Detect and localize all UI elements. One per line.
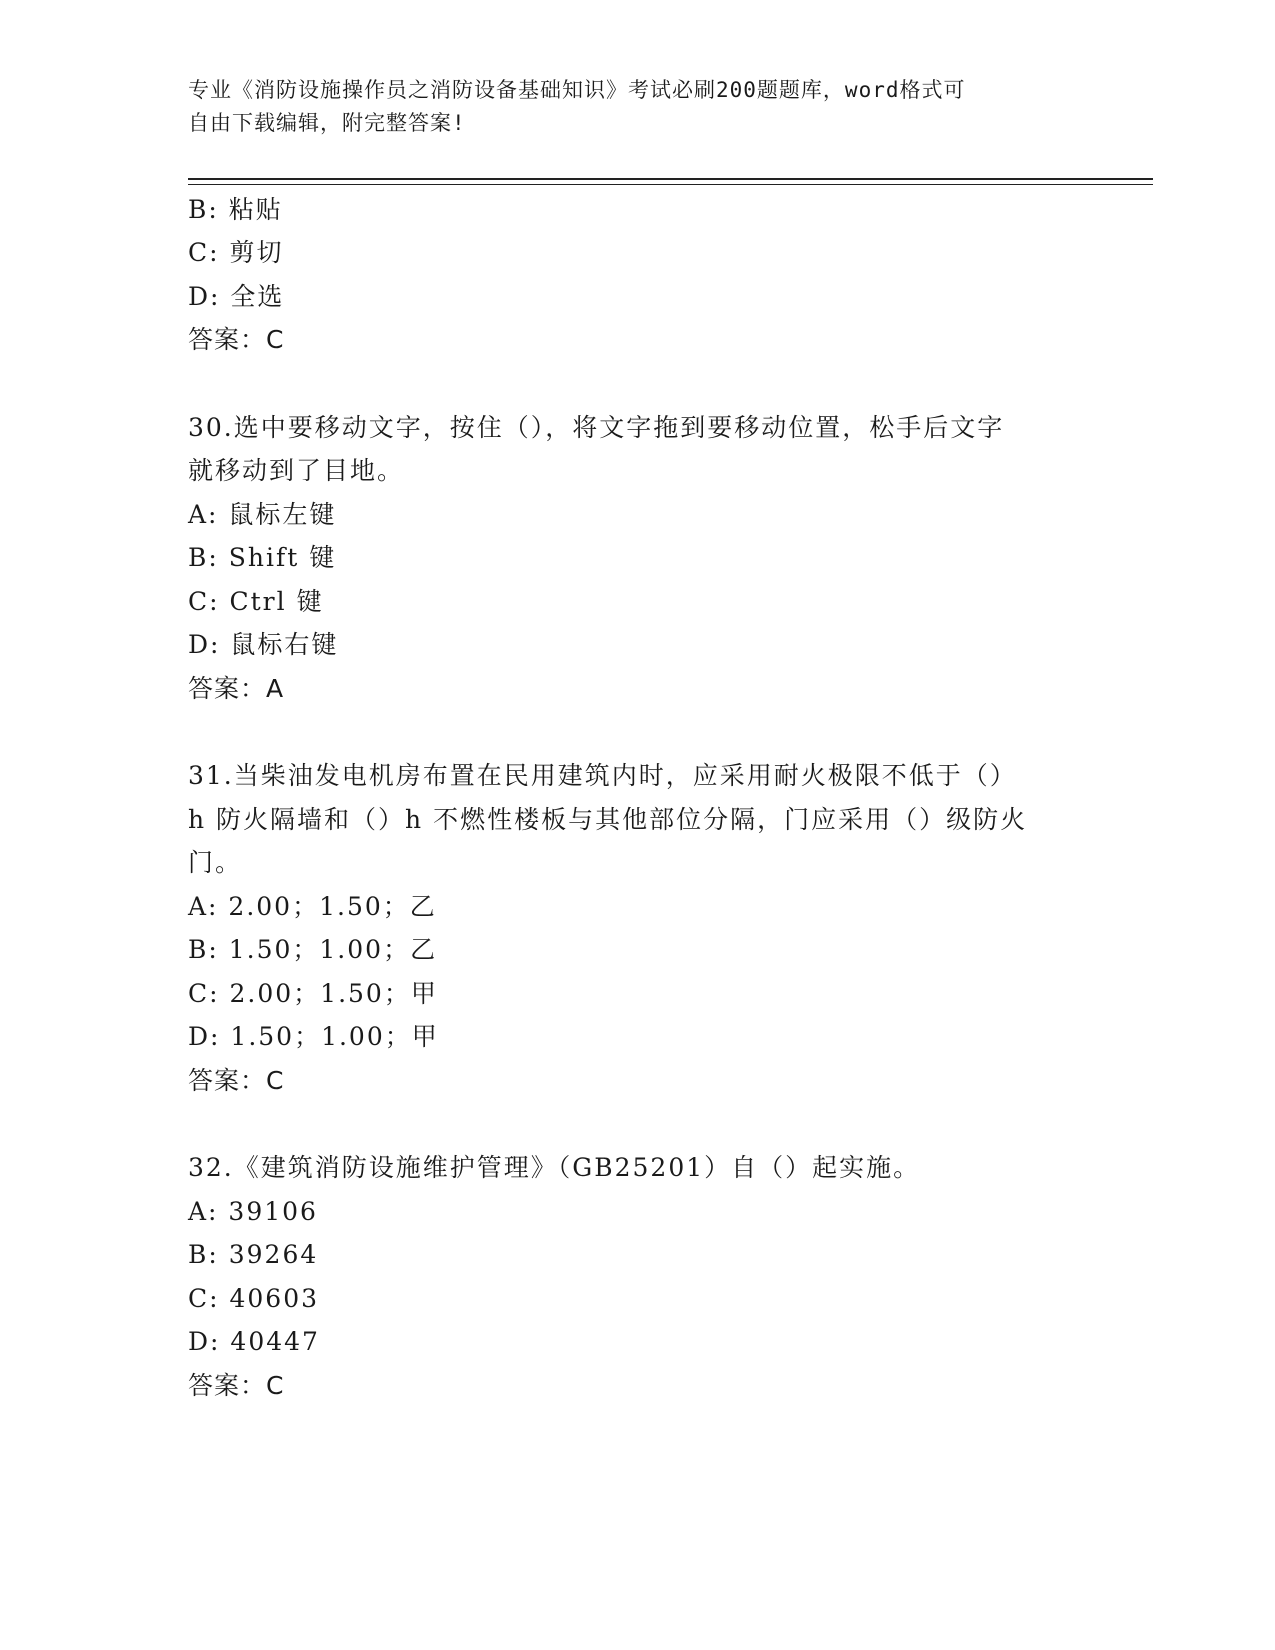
- option-b: B: Shift 键: [188, 543, 337, 572]
- question-stem-31-cont: h 防火隔墙和（）h 不燃性楼板与其他部位分隔，门应采用（）级防火: [188, 805, 1028, 834]
- option-d: D: 全选: [188, 282, 285, 311]
- answer-line: 答案：C: [188, 1066, 285, 1095]
- header-line-1: 专业《消防设施操作员之消防设备基础知识》考试必刷200题题库，word格式可: [188, 78, 966, 102]
- option-b: B: 1.50；1.00；乙: [188, 935, 438, 964]
- header-divider-thin: [188, 184, 1153, 185]
- document-header: [188, 74, 1088, 140]
- option-c: C: Ctrl 键: [188, 587, 324, 616]
- answer-line: 答案：A: [188, 674, 285, 703]
- option-b: B: 粘贴: [188, 195, 283, 224]
- option-b: B: 39264: [188, 1240, 319, 1269]
- answer-line: 答案：C: [188, 325, 285, 354]
- option-a: A: 2.00；1.50；乙: [188, 892, 437, 921]
- option-a: A: 39106: [188, 1197, 318, 1226]
- option-d: D: 40447: [188, 1327, 320, 1356]
- question-stem-30: 30.选中要移动文字，按住（），将文字拖到要移动位置，松手后文字: [188, 413, 1005, 442]
- option-a: A: 鼠标左键: [188, 500, 337, 529]
- question-stem-31: 31.当柴油发电机房布置在民用建筑内时，应采用耐火极限不低于（）: [188, 761, 1017, 790]
- option-c: C: 剪切: [188, 238, 284, 267]
- header-line-2: 自由下载编辑，附完整答案!: [188, 111, 466, 135]
- option-d: D: 鼠标右键: [188, 630, 339, 659]
- question-stem-30-cont: 就移动到了目地。: [188, 456, 405, 485]
- answer-line: 答案：C: [188, 1371, 285, 1400]
- question-stem-32: 32.《建筑消防设施维护管理》（GB25201）自（）起实施。: [188, 1153, 921, 1182]
- question-stem-31-cont-2: 门。: [188, 848, 243, 877]
- option-c: C: 40603: [188, 1284, 320, 1313]
- option-d: D: 1.50；1.00；甲: [188, 1022, 439, 1051]
- header-divider-thick: [188, 178, 1153, 180]
- option-c: C: 2.00；1.50；甲: [188, 979, 438, 1008]
